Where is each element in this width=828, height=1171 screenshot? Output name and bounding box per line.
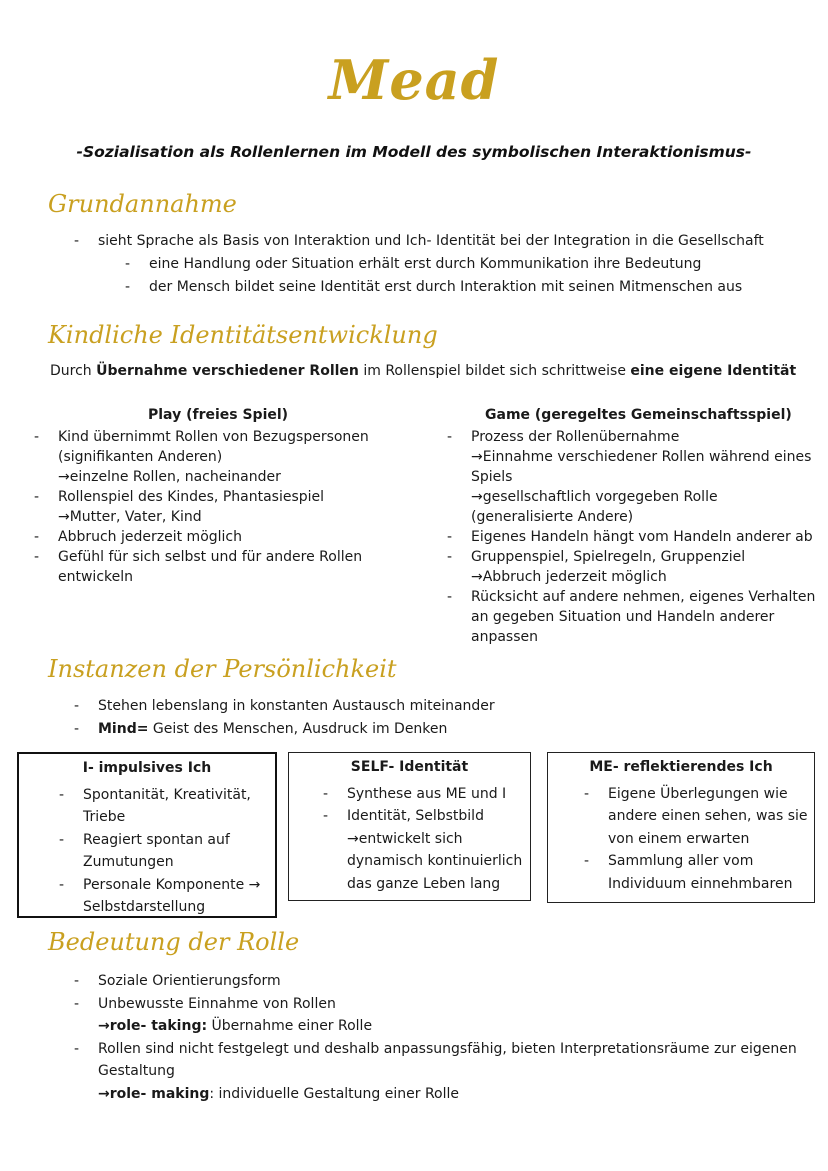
list-item: →gesellschaftlich vorgegeben Rolle [471,489,718,505]
heading-bedeutung-der-rolle: Bedeutung der Rolle [48,928,300,956]
list-item: dynamisch kontinuierlich [347,853,523,869]
list-item: - Synthese aus ME und I [323,786,507,802]
list-item: Spiels [471,469,513,485]
list-item: Individuum einnehmbaren [608,876,793,892]
list-item: - Soziale Orientierungsform [74,973,281,989]
box-i-impulsives-ich [17,752,277,918]
box-me-reflektierendes-ich [547,752,815,903]
list-item: →Abbruch jederzeit möglich [471,569,667,585]
heading-grundannahme: Grundannahme [48,190,237,218]
list-item: Triebe [83,809,126,825]
list-item: - Eigenes Handeln hängt vom Handeln anderer ab [447,529,813,545]
list-item: Selbstdarstellung [83,899,206,915]
intro-text: Durch Übernahme verschiedener Rollen im Rollenspiel bildet sich schrittweise eine eigene Identität [50,363,797,379]
box-self-identitaet [288,752,531,901]
list-item: andere einen sehen, was sie [608,808,808,824]
list-item: - Personale Komponente → [59,877,261,893]
list-item: - Abbruch jederzeit möglich [34,529,242,545]
bedeutung-list [74,970,797,1105]
list-item: - Identität, Selbstbild [323,808,484,824]
list-item: - Rollen sind nicht festgelegt und deshalb anpassungsfähig, bieten Interpretationsräume zur eigenen [74,1040,797,1057]
list-item: anpassen [471,629,538,645]
list-item: - Eigene Überlegungen wie [584,786,788,802]
list-item: Gestaltung [98,1063,175,1079]
list-item: von einem erwarten [608,831,750,847]
list-item: - Mind= Geist des Menschen, Ausdruck im Denken [74,721,448,737]
list-item: - Gefühl für sich selbst und für andere Rollen [34,549,363,565]
list-item: entwickeln [58,569,133,585]
box-heading: ME- reflektierendes Ich [589,759,773,775]
page-subtitle: -Sozialisation als Rollenlernen im Modell des symbolischen Interaktionismus- [76,143,752,161]
game-heading: Game (geregeltes Gemeinschaftsspiel) [485,407,792,423]
list-item: (signifikanten Anderen) [58,449,223,465]
list-item: (generalisierte Andere) [471,509,634,525]
game-list [447,427,815,647]
list-item: →role- taking: Übernahme einer Rolle [98,1018,373,1034]
list-item: - Kind übernimmt Rollen von Bezugspersonen [34,429,369,445]
list-item: →entwickelt sich [347,831,463,847]
list-item: - Rollenspiel des Kindes, Phantasiespiel [34,489,325,505]
list-item: - Spontanität, Kreativität, [59,787,251,803]
list-item: - sieht Sprache als Basis von Interaktion und Ich- Identität bei der Integration in die Gesellschaft [74,233,764,249]
list-item: →Mutter, Vater, Kind [58,509,202,525]
box-heading: I- impulsives Ich [82,760,212,776]
list-item: - Prozess der Rollenübernahme [447,429,680,445]
heading-kindliche-identitaet: Kindliche Identitätsentwicklung [48,321,438,349]
page-title: Mead [328,48,500,112]
list-item: →role- making: individuelle Gestaltung einer Rolle [98,1085,460,1102]
box-heading: SELF- Identität [350,759,469,775]
play-heading: Play (freies Spiel) [148,407,289,423]
heading-instanzen: Instanzen der Persönlichkeit [48,655,397,683]
list-item: →einzelne Rollen, nacheinander [58,469,281,485]
list-item: - der Mensch bildet seine Identität erst durch Interaktion mit seinen Mitmenschen aus [125,279,743,295]
list-item: - Sammlung aller vom [584,853,754,869]
list-item: - Unbewusste Einnahme von Rollen [74,995,336,1012]
list-item: - Gruppenspiel, Spielregeln, Gruppenziel [447,549,746,565]
list-item: - Rücksicht auf andere nehmen, eigenes Verhalten [447,589,816,605]
play-list [34,427,369,587]
list-item: an gegeben Situation und Handeln anderer [471,609,775,625]
list-item: - Stehen lebenslang in konstanten Austausch miteinander [74,698,495,714]
list-item: →Einnahme verschiedener Rollen während eines [471,449,812,465]
list-item: Zumutungen [83,854,174,870]
list-item: - eine Handlung oder Situation erhält erst durch Kommunikation ihre Bedeutung [125,256,702,272]
list-item: - Reagiert spontan auf [59,832,230,848]
list-item: das ganze Leben lang [347,876,501,892]
